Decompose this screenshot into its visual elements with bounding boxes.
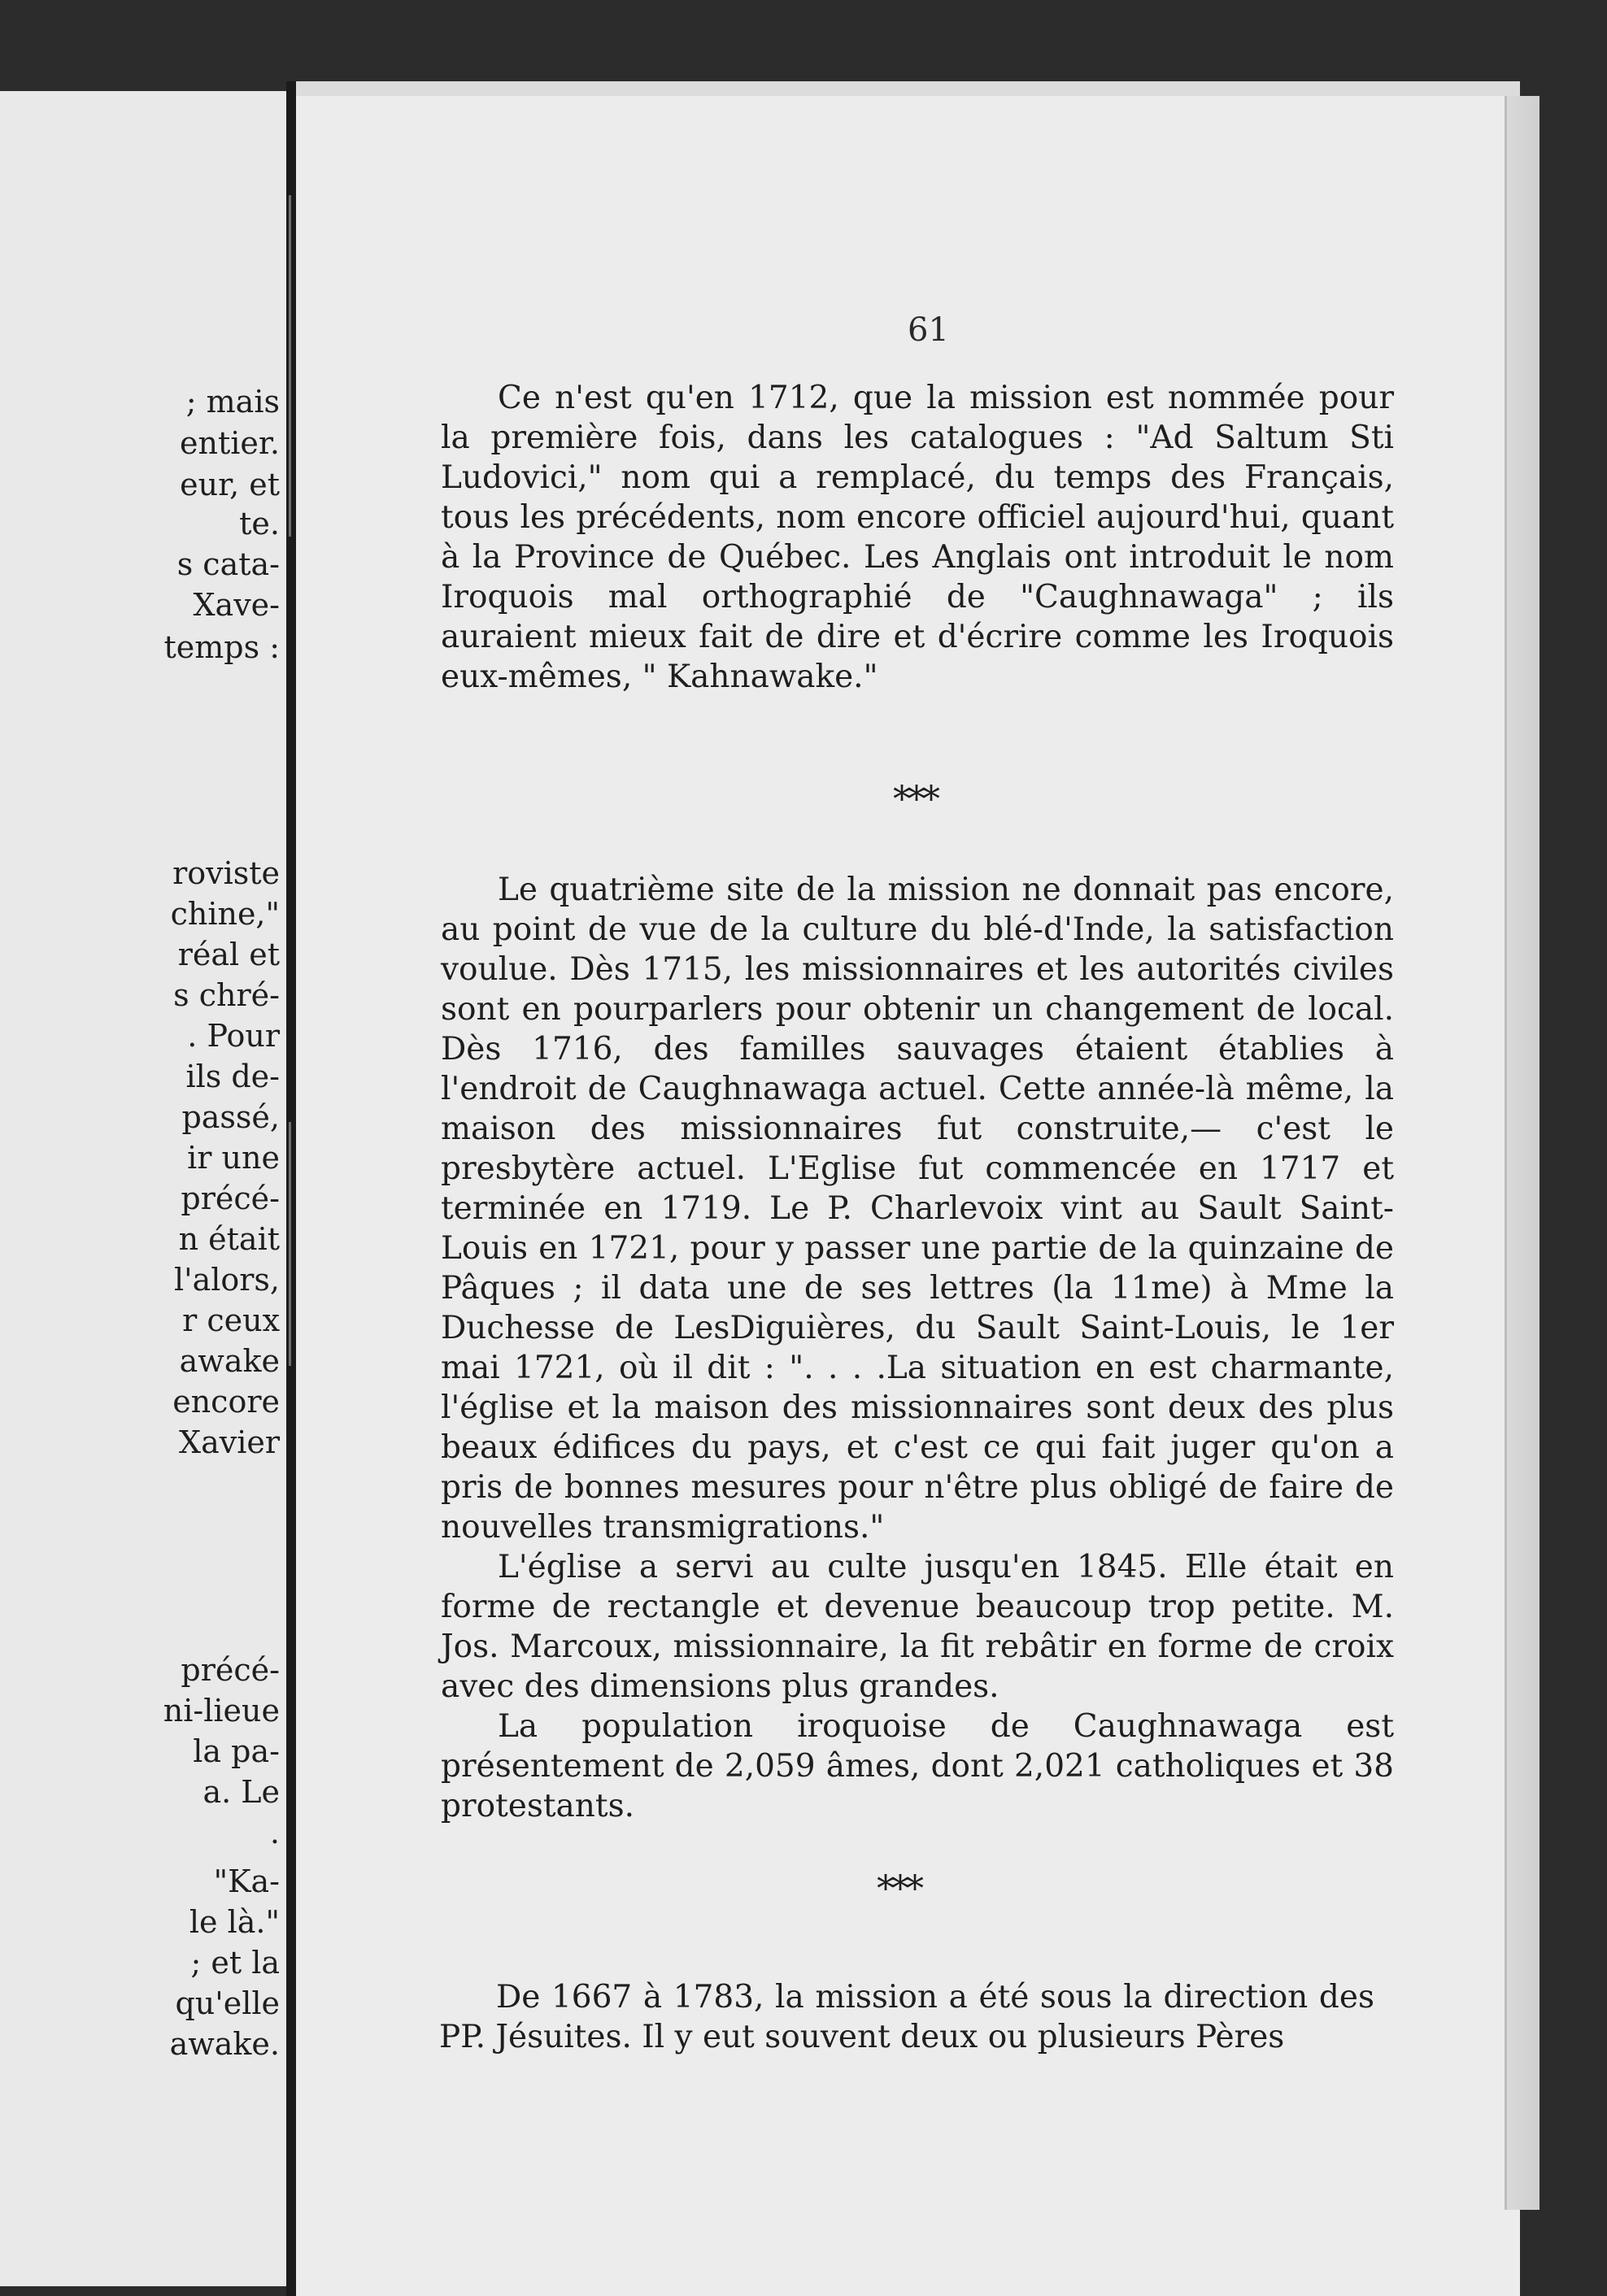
- left-page-fragment: ils de-: [185, 1059, 280, 1094]
- binding-thread: [289, 1122, 291, 1366]
- left-page-fragment: Xavier: [179, 1424, 280, 1460]
- left-page-fragment: l'alors,: [173, 1262, 280, 1298]
- left-page-fragment: eur, et: [180, 467, 280, 502]
- left-page-fragment: entier.: [180, 425, 280, 461]
- section-separator: [877, 1870, 921, 1909]
- left-page-fragment: .: [269, 1815, 280, 1850]
- left-page-fragment: s cata-: [176, 546, 280, 582]
- left-page-fragment: précé-: [181, 1652, 280, 1688]
- left-page-fragment: chine,": [170, 896, 280, 932]
- left-page: [0, 91, 286, 2286]
- left-page-fragment: ; mais: [185, 384, 280, 420]
- section-2: [441, 870, 1394, 1826]
- left-page-fragment: passé,: [181, 1099, 280, 1135]
- paragraph: De 1667 à 1783, la mission a été sous la direction des PP. Jésuites. Il y eut souvent deux ou plusieurs Pères: [439, 1979, 1374, 2055]
- left-page-fragment: . Pour: [187, 1018, 280, 1054]
- section-separator: [893, 781, 937, 820]
- left-page-text-fragments: [0, 91, 286, 2286]
- left-page-fragment: la pa-: [193, 1733, 280, 1769]
- paragraph: Le quatrième site de la mission ne donnait pas encore, au point de vue de la culture du blé-d'Inde, la satisfaction voulue. Dès 1715, les missionnaires et les autorités civiles sont en pourparlers pour obtenir un changement de local. Dès 1716, des familles sauvages étaient établies à l'endroit de Caughnawaga actuel. Cette année-là même, la maison des missionnaires fut construite,— c'est le presbytère actuel. L'Eglise fut commencée en 1717 et terminée en 1719. Le P. Charlevoix vint au Sault Saint-Louis en 1721, pour y passer une partie de la quinzaine de Pâques ; il data une de ses lettres (la 11me) à Mme la Duchesse de LesDiguières, du Sault Saint-Louis, le 1er mai 1721, où il dit : ". . . .La situation en est charmante, l'église et la maison des missionnaires sont deux des plus beaux édifices du pays, et c'est ce qui fait juger qu'on a pris de bonnes mesures pour n'être plus obligé de faire de nouvelles transmigrations.": [441, 872, 1394, 1546]
- left-page-fragment: Xave-: [193, 587, 280, 623]
- page-number: 61: [908, 311, 949, 349]
- page-edge: [1505, 96, 1539, 2210]
- separator-text: ***: [893, 779, 937, 820]
- left-page-fragment: ir une: [187, 1140, 280, 1176]
- left-page-fragment: réal et: [177, 937, 280, 972]
- left-page-fragment: qu'elle: [175, 1985, 280, 2021]
- left-page-fragment: te.: [239, 506, 280, 541]
- left-page-fragment: awake: [179, 1343, 280, 1379]
- left-page-fragment: s chré-: [173, 977, 280, 1013]
- book-gutter: [286, 81, 296, 2296]
- left-page-fragment: a. Le: [203, 1774, 280, 1810]
- left-page-fragment: temps :: [163, 629, 280, 665]
- section-1: [441, 378, 1394, 697]
- section-3: [439, 1977, 1374, 2057]
- left-page-fragment: "Ka-: [213, 1863, 280, 1899]
- left-page-fragment: ; et la: [190, 1945, 280, 1981]
- left-page-fragment: encore: [172, 1384, 280, 1420]
- left-page-fragment: awake.: [169, 2026, 280, 2062]
- paragraph: Ce n'est qu'en 1712, que la mission est nommée pour la première fois, dans les catalogues : "Ad Saltum Sti Ludovici," nom qui a remplacé, du temps des Français, tous les précédents, nom encore officiel aujourd'hui, quant à la Province de Québec. Les Anglais ont introduit le nom Iroquois mal orthographié de "Caughnawaga" ; ils auraient mieux fait de dire et d'écrire comme les Iroquois eux-mêmes, " Kahnawake.": [441, 380, 1394, 695]
- paragraph: L'église a servi au culte jusqu'en 1845. Elle était en forme de rectangle et devenue beaucoup trop petite. M. Jos. Marcoux, missionnaire, la fit rebâtir en forme de croix avec des dimensions plus grandes.: [441, 1549, 1394, 1705]
- paragraph: La population iroquoise de Caughnawaga est présentement de 2,059 âmes, dont 2,021 catholiques et 38 protestants.: [441, 1708, 1394, 1824]
- left-page-fragment: roviste: [172, 855, 280, 891]
- left-page-fragment: n était: [178, 1221, 280, 1257]
- left-page-fragment: précé-: [181, 1181, 280, 1216]
- left-page-fragment: ni-lieue: [163, 1693, 280, 1729]
- left-page-fragment: r ceux: [182, 1302, 280, 1338]
- binding-thread: [289, 195, 291, 537]
- left-page-fragment: le là.": [189, 1904, 280, 1940]
- separator-text: ***: [877, 1868, 921, 1910]
